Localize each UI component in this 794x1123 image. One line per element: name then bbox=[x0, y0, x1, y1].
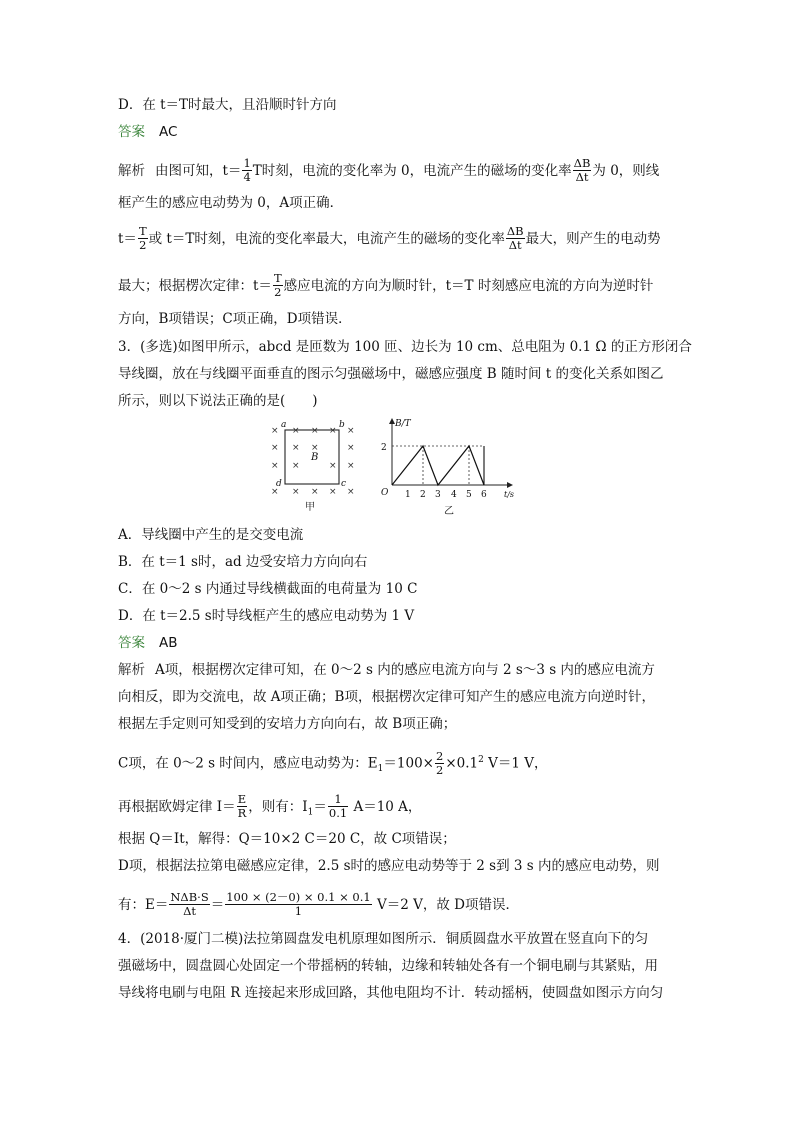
explanation-line: C项，在 0～2 s 时间内，感应电动势为：$E_1=100\times$ $\frac{2}{2}$ $\times 0.1^2$ V＝1 V， bbox=[118, 748, 548, 777]
explanation-line: 框产生的感应电动势为 0，A项正确． bbox=[118, 195, 344, 211]
fraction: $\frac{\Delta B}{\Delta t}$ bbox=[573, 156, 591, 184]
answer-line bbox=[118, 122, 177, 142]
x-axis-label: t/s bbox=[504, 490, 515, 499]
explanation-line: 解析 A项，根据楞次定律可知，在 0～2 s 内的感应电流方向与 2 s～3 s 内的感应电流方 bbox=[118, 662, 655, 678]
question-line: 3．(多选)如图甲所示，abcd 是匝数为 100 匝、边长为 10 cm、总电阻为 0.1 Ω 的正方形闭合 bbox=[118, 339, 692, 355]
field-label-b: B bbox=[311, 452, 319, 463]
explanation-line: 方向，B项错误；C项正确，D项错误． bbox=[118, 311, 352, 327]
fraction: $\frac{T}{2}$ bbox=[273, 271, 282, 299]
option-a: A．导线圈中产生的是交变电流 bbox=[118, 527, 304, 543]
explanation-label: 解析 bbox=[118, 163, 145, 179]
svg-text:×: × bbox=[329, 461, 337, 471]
question-line: 4．(2018·厦门二模)法拉第圆盘发电机原理如图所示．铜质圆盘水平放置在竖直向下的匀 bbox=[118, 931, 649, 947]
svg-text:×: × bbox=[347, 426, 355, 436]
corner-label-c: c bbox=[341, 479, 347, 489]
option-d-line: D．在 t＝T时最大，且沿顺时针方向 bbox=[118, 97, 337, 113]
svg-text:×: × bbox=[271, 487, 279, 497]
fraction: $\frac{1}{4}$ bbox=[243, 156, 251, 184]
figure-b-t-graph bbox=[372, 413, 524, 519]
answer-label: 答案 bbox=[118, 635, 145, 651]
origin-label: O bbox=[381, 488, 389, 498]
svg-text:×: × bbox=[271, 426, 279, 436]
answer-line bbox=[118, 633, 178, 653]
x-tick-label: 1 bbox=[405, 490, 411, 500]
answer-value: AB bbox=[159, 635, 178, 651]
explanation-line: D项，根据法拉第电磁感应定律，2.5 s时的感应电动势等于 2 s到 3 s 内的感应电动势，则 bbox=[118, 858, 660, 874]
svg-text:×: × bbox=[329, 426, 337, 436]
question-line: 强磁场中，圆盘圆心处固定一个带摇柄的转轴，边缘和转轴处各有一个铜电刷与其紧贴，用 bbox=[118, 958, 658, 974]
svg-text:×: × bbox=[347, 443, 355, 453]
svg-text:×: × bbox=[292, 487, 300, 497]
explanation-line: 向相反，即为交流电，故 A项正确；B项，根据楞次定律可知产生的感应电流方向逆时针， bbox=[118, 689, 655, 705]
fraction: $\frac{1}{0.1}$ bbox=[328, 792, 348, 820]
svg-text:×: × bbox=[347, 461, 355, 471]
y-axis-label: B/T bbox=[395, 419, 411, 429]
explanation-line: 再根据欧姆定律 I＝ $\frac{E}{R}$ ，则有：$I_1=$ $\frac{1}{0.1}$ A＝10 A， bbox=[118, 792, 422, 820]
corner-label-b: b bbox=[339, 420, 345, 430]
explanation-line: t＝ $\frac{T}{2}$ 或 t＝T时刻，电流的变化率最大，电流产生的磁场的变化率 $\frac{\Delta B}{\Delta t}$ 最大，则产生的电动势 bbox=[118, 224, 661, 252]
figure-caption: 甲 bbox=[305, 502, 315, 513]
svg-text:×: × bbox=[292, 426, 300, 436]
option-b: B．在 t＝1 s时，ad 边受安培力方向向右 bbox=[118, 554, 368, 570]
figure-coil-in-field bbox=[265, 418, 360, 516]
question-line: 所示，则以下说法正确的是( ) bbox=[118, 393, 318, 409]
figure-caption: 乙 bbox=[444, 506, 454, 517]
explanation-line: 有：E＝ $\frac{\text{NΔB·S}}{\Delta t}$ ＝ $\frac{100 \times (2-0) \times 0.1 \times 0.1}{1}$ V＝2 V，故 D项错误． bbox=[118, 890, 519, 918]
corner-label-a: a bbox=[281, 420, 287, 430]
answer-value: AC bbox=[159, 124, 178, 140]
fraction: $\frac{E}{R}$ bbox=[237, 792, 247, 820]
answer-label: 答案 bbox=[118, 124, 145, 140]
fraction: $\frac{\Delta B}{\Delta t}$ bbox=[506, 224, 524, 252]
x-tick-label: 4 bbox=[451, 490, 457, 500]
question-line: 导线圈，放在与线圈平面垂直的图示匀强磁场中，磁感应强度 B 随时间 t 的变化关系如图乙 bbox=[118, 366, 664, 382]
svg-text:×: × bbox=[311, 426, 319, 436]
svg-text:×: × bbox=[311, 487, 319, 497]
explanation-line: 解析 由图可知，t＝ $\frac{1}{4}$ T时刻，电流的变化率为 0，电流产生的磁场的变化率 $\frac{\Delta B}{\Delta t}$ 为 0，则线 bbox=[118, 156, 660, 184]
svg-text:×: × bbox=[271, 443, 279, 453]
svg-text:×: × bbox=[271, 461, 279, 471]
explanation-line: 根据 Q＝It，解得：Q＝10×2 C＝20 C，故 C项错误； bbox=[118, 831, 456, 847]
b-t-curve bbox=[392, 446, 484, 485]
svg-text:×: × bbox=[329, 487, 337, 497]
question-line: 导线将电刷与电阻 R 连接起来形成回路，其他电阻均不计．转动摇柄，使圆盘如图示方向匀 bbox=[118, 985, 664, 1001]
svg-text:×: × bbox=[292, 461, 300, 471]
fraction: $\frac{100 \times (2-0) \times 0.1 \times 0.1}{1}$ bbox=[226, 890, 371, 918]
svg-text:×: × bbox=[347, 487, 355, 497]
fraction: $\frac{2}{2}$ bbox=[436, 748, 444, 777]
svg-text:×: × bbox=[292, 443, 300, 453]
y-tick-label: 2 bbox=[381, 443, 387, 453]
option-d: D．在 t＝2.5 s时导线框产生的感应电动势为 1 V bbox=[118, 608, 415, 624]
fraction: $\frac{T}{2}$ bbox=[138, 224, 147, 252]
explanation-label: 解析 bbox=[118, 662, 145, 678]
option-c: C．在 0～2 s 内通过导线横截面的电荷量为 10 C bbox=[118, 581, 418, 597]
x-tick-label: 2 bbox=[420, 490, 426, 500]
explanation-line: 根据左手定则可知受到的安培力方向向右，故 B项正确； bbox=[118, 716, 457, 732]
x-tick-label: 5 bbox=[466, 490, 472, 500]
x-tick-label: 3 bbox=[435, 490, 441, 500]
fraction: $\frac{\text{NΔB·S}}{\Delta t}$ bbox=[170, 890, 209, 918]
corner-label-d: d bbox=[276, 479, 282, 489]
svg-text:×: × bbox=[311, 443, 319, 453]
explanation-line: 最大；根据楞次定律：t＝ $\frac{T}{2}$ 感应电流的方向为顺时针，t＝T 时刻感应电流的方向为逆时针 bbox=[118, 271, 654, 299]
x-tick-label: 6 bbox=[481, 490, 487, 500]
